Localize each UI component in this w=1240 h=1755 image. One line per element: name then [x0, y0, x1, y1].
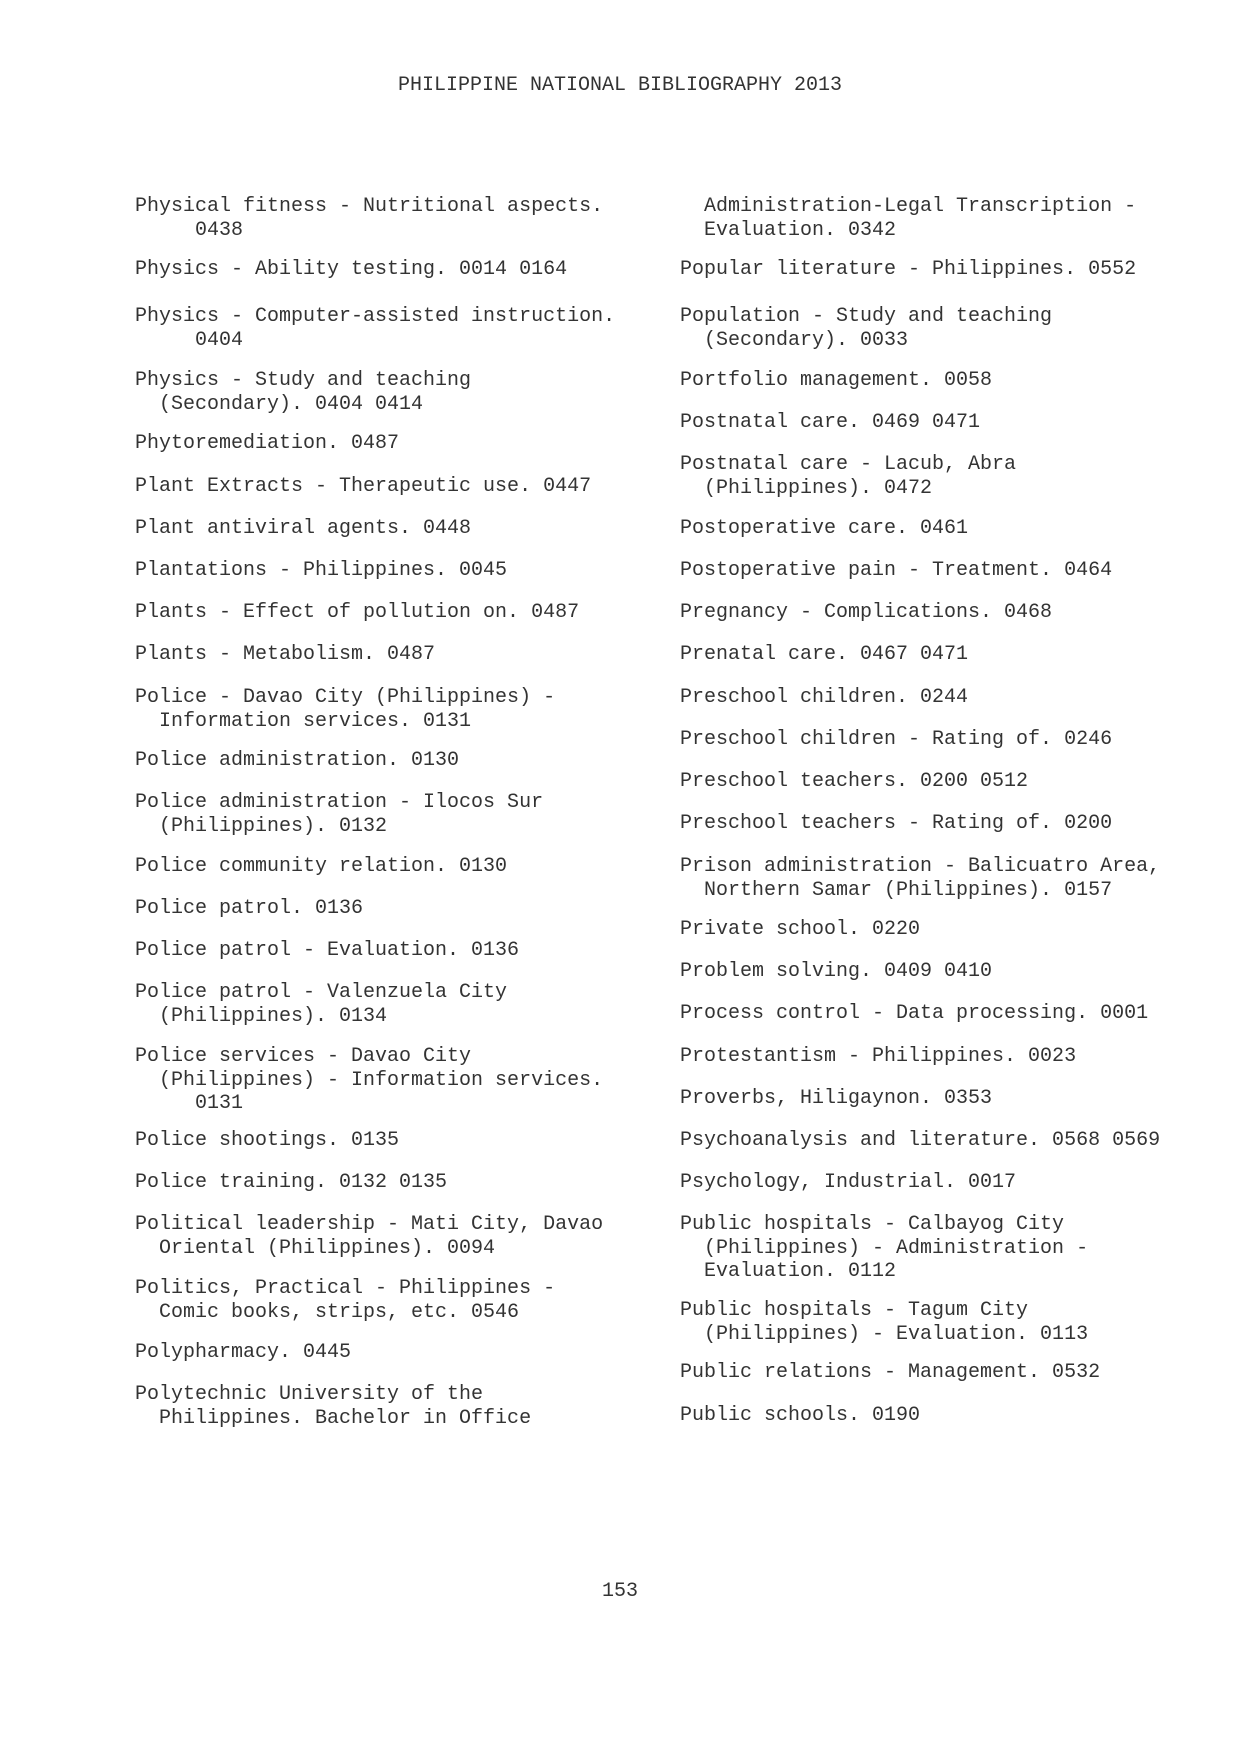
index-entry-line: Police services - Davao City — [135, 1045, 472, 1068]
index-entry — [680, 1129, 1160, 1153]
index-entry — [680, 1002, 1148, 1026]
index-entry-line: Polytechnic University of the — [135, 1383, 484, 1406]
index-entry-line: Process control - Data processing. 0001 — [680, 1002, 1149, 1025]
index-entry — [135, 749, 459, 773]
index-entry-line: Police administration. 0130 — [135, 749, 460, 772]
index-entry-line: Private school. 0220 — [680, 918, 921, 941]
index-entry-line: Problem solving. 0409 0410 — [680, 960, 993, 983]
index-entry-line: 0438 — [135, 218, 244, 242]
index-entry — [135, 601, 579, 625]
index-entry — [680, 453, 1016, 500]
index-entry — [135, 1341, 351, 1365]
index-entry-line: Plantations - Philippines. 0045 — [135, 559, 508, 582]
index-entry-line: Proverbs, Hiligaynon. 0353 — [680, 1087, 993, 1110]
index-entry-line: Postoperative care. 0461 — [680, 517, 969, 540]
index-entry — [680, 195, 1136, 242]
index-entry-line: Plant Extracts - Therapeutic use. 0447 — [135, 475, 592, 498]
index-entry-line: Physical fitness - Nutritional aspects. — [135, 195, 604, 218]
index-entry — [135, 258, 567, 282]
index-entry — [680, 686, 968, 710]
index-entry-line: Pregnancy - Complications. 0468 — [680, 601, 1053, 624]
index-entry — [680, 1171, 1016, 1195]
index-entry-line: Police - Davao City (Philippines) - — [135, 686, 556, 709]
index-entry — [680, 728, 1112, 752]
index-entry — [680, 1404, 920, 1428]
index-entry-line: Police patrol - Valenzuela City — [135, 981, 508, 1004]
index-entry-line: Police training. 0132 0135 — [135, 1171, 448, 1194]
index-entry-line: (Philippines) - Information services. — [135, 1068, 604, 1092]
index-entry-line: Evaluation. 0112 — [680, 1260, 897, 1283]
index-entry — [680, 1045, 1076, 1069]
index-entry-line: (Philippines). 0134 — [135, 1004, 388, 1028]
index-entry-line: Physics - Ability testing. 0014 0164 — [135, 258, 568, 281]
index-entry-line: Plants - Metabolism. 0487 — [135, 643, 436, 666]
index-entry-line: Public relations - Management. 0532 — [680, 1361, 1101, 1384]
index-entry-line: Police administration - Ilocos Sur — [135, 791, 544, 814]
index-entry-line: (Philippines). 0472 — [680, 476, 933, 500]
index-entry-line: Psychology, Industrial. 0017 — [680, 1171, 1017, 1194]
index-entry — [680, 770, 1028, 794]
index-entry — [135, 981, 507, 1028]
index-entry-line: Political leadership - Mati City, Davao — [135, 1213, 604, 1236]
index-entry-line: Postnatal care - Lacub, Abra — [680, 453, 1017, 476]
index-entry — [135, 369, 471, 416]
index-entry — [680, 918, 920, 942]
index-entry — [680, 960, 992, 984]
index-entry — [680, 855, 1160, 902]
index-entry — [680, 601, 1052, 625]
index-entry — [135, 195, 603, 242]
index-entry — [680, 559, 1112, 583]
index-entry-line: Police shootings. 0135 — [135, 1129, 400, 1152]
index-entry-line: Northern Samar (Philippines). 0157 — [680, 878, 1113, 902]
index-entry-line: Postoperative pain - Treatment. 0464 — [680, 559, 1113, 582]
index-entry — [135, 305, 615, 352]
index-entry-line: Preschool teachers. 0200 0512 — [680, 770, 1029, 793]
index-entry-line: Public schools. 0190 — [680, 1404, 921, 1427]
index-entry-line: Comic books, strips, etc. 0546 — [135, 1300, 520, 1324]
index-entry — [135, 1277, 555, 1324]
index-entry-line: Plant antiviral agents. 0448 — [135, 517, 472, 540]
index-entry-line: 0131 — [135, 1092, 244, 1115]
index-entry — [135, 643, 435, 667]
index-entry-line: Philippines. Bachelor in Office — [135, 1406, 532, 1430]
index-entry-line: Physics - Computer-assisted instruction. — [135, 305, 616, 328]
index-entry — [135, 475, 591, 499]
index-entry-line: Protestantism - Philippines. 0023 — [680, 1045, 1077, 1068]
index-entry — [135, 1213, 603, 1260]
index-entry — [135, 559, 507, 583]
index-entry — [680, 643, 968, 667]
index-entry-line: Preschool teachers - Rating of. 0200 — [680, 812, 1113, 835]
index-entry-line: Public hospitals - Calbayog City — [680, 1213, 1065, 1236]
index-entry — [135, 432, 399, 456]
index-entry-line: Preschool children. 0244 — [680, 686, 969, 709]
index-entry — [135, 897, 363, 921]
index-entry-line: Phytoremediation. 0487 — [135, 432, 400, 455]
index-entry-line: Postnatal care. 0469 0471 — [680, 411, 981, 434]
index-entry — [135, 686, 555, 733]
index-entry — [680, 258, 1136, 282]
index-entry-line: 0404 — [135, 328, 244, 352]
index-entry-line: Politics, Practical - Philippines - — [135, 1277, 556, 1300]
index-entry — [135, 939, 519, 963]
index-entry-line: Popular literature - Philippines. 0552 — [680, 258, 1137, 281]
index-entry-line: Polypharmacy. 0445 — [135, 1341, 352, 1364]
index-entry-line: Physics - Study and teaching — [135, 369, 472, 392]
index-entry — [680, 812, 1112, 836]
index-entry — [135, 791, 543, 838]
index-entry-line: (Secondary). 0404 0414 — [135, 392, 424, 416]
index-entry — [680, 1213, 1088, 1284]
index-entry — [135, 517, 471, 541]
index-entry-line: Psychoanalysis and literature. 0568 0569 — [680, 1129, 1161, 1152]
index-entry-line: (Philippines). 0132 — [135, 814, 388, 838]
index-entry-line: (Secondary). 0033 — [680, 328, 909, 352]
index-entry-line: Prison administration - Balicuatro Area, — [680, 855, 1161, 878]
index-entry — [680, 1361, 1100, 1385]
page-number: 153 — [601, 1580, 638, 1603]
index-entry-line: Oriental (Philippines). 0094 — [135, 1236, 496, 1260]
index-entry — [135, 1171, 447, 1195]
index-entry-line: Information services. 0131 — [135, 709, 472, 733]
index-entry — [680, 411, 980, 435]
index-entry-line: Public hospitals - Tagum City — [680, 1299, 1029, 1322]
index-entry — [680, 1299, 1088, 1346]
index-entry-line: Preschool children - Rating of. 0246 — [680, 728, 1113, 751]
index-entry — [680, 517, 968, 541]
index-entry-line: Police patrol. 0136 — [135, 897, 364, 920]
index-entry-line: Population - Study and teaching — [680, 305, 1053, 328]
index-entry-line: Evaluation. 0342 — [680, 218, 897, 242]
index-entry-line: Police patrol - Evaluation. 0136 — [135, 939, 520, 962]
index-entry — [680, 305, 1052, 352]
index-entry — [680, 369, 992, 393]
index-entry — [135, 1045, 603, 1116]
index-entry — [135, 1383, 531, 1430]
index-entry-line: Portfolio management. 0058 — [680, 369, 993, 392]
index-entry-line: Plants - Effect of pollution on. 0487 — [135, 601, 580, 624]
index-entry — [135, 1129, 399, 1153]
page-header: PHILIPPINE NATIONAL BIBLIOGRAPHY 2013 — [397, 74, 843, 97]
index-entry-line: Administration-Legal Transcription - — [680, 195, 1137, 218]
index-entry — [135, 855, 507, 879]
index-entry-line: (Philippines) - Administration - — [680, 1236, 1089, 1260]
index-entry-line: (Philippines) - Evaluation. 0113 — [680, 1322, 1089, 1346]
index-entry-line: Prenatal care. 0467 0471 — [680, 643, 969, 666]
index-entry-line: Police community relation. 0130 — [135, 855, 508, 878]
index-entry — [680, 1087, 992, 1111]
